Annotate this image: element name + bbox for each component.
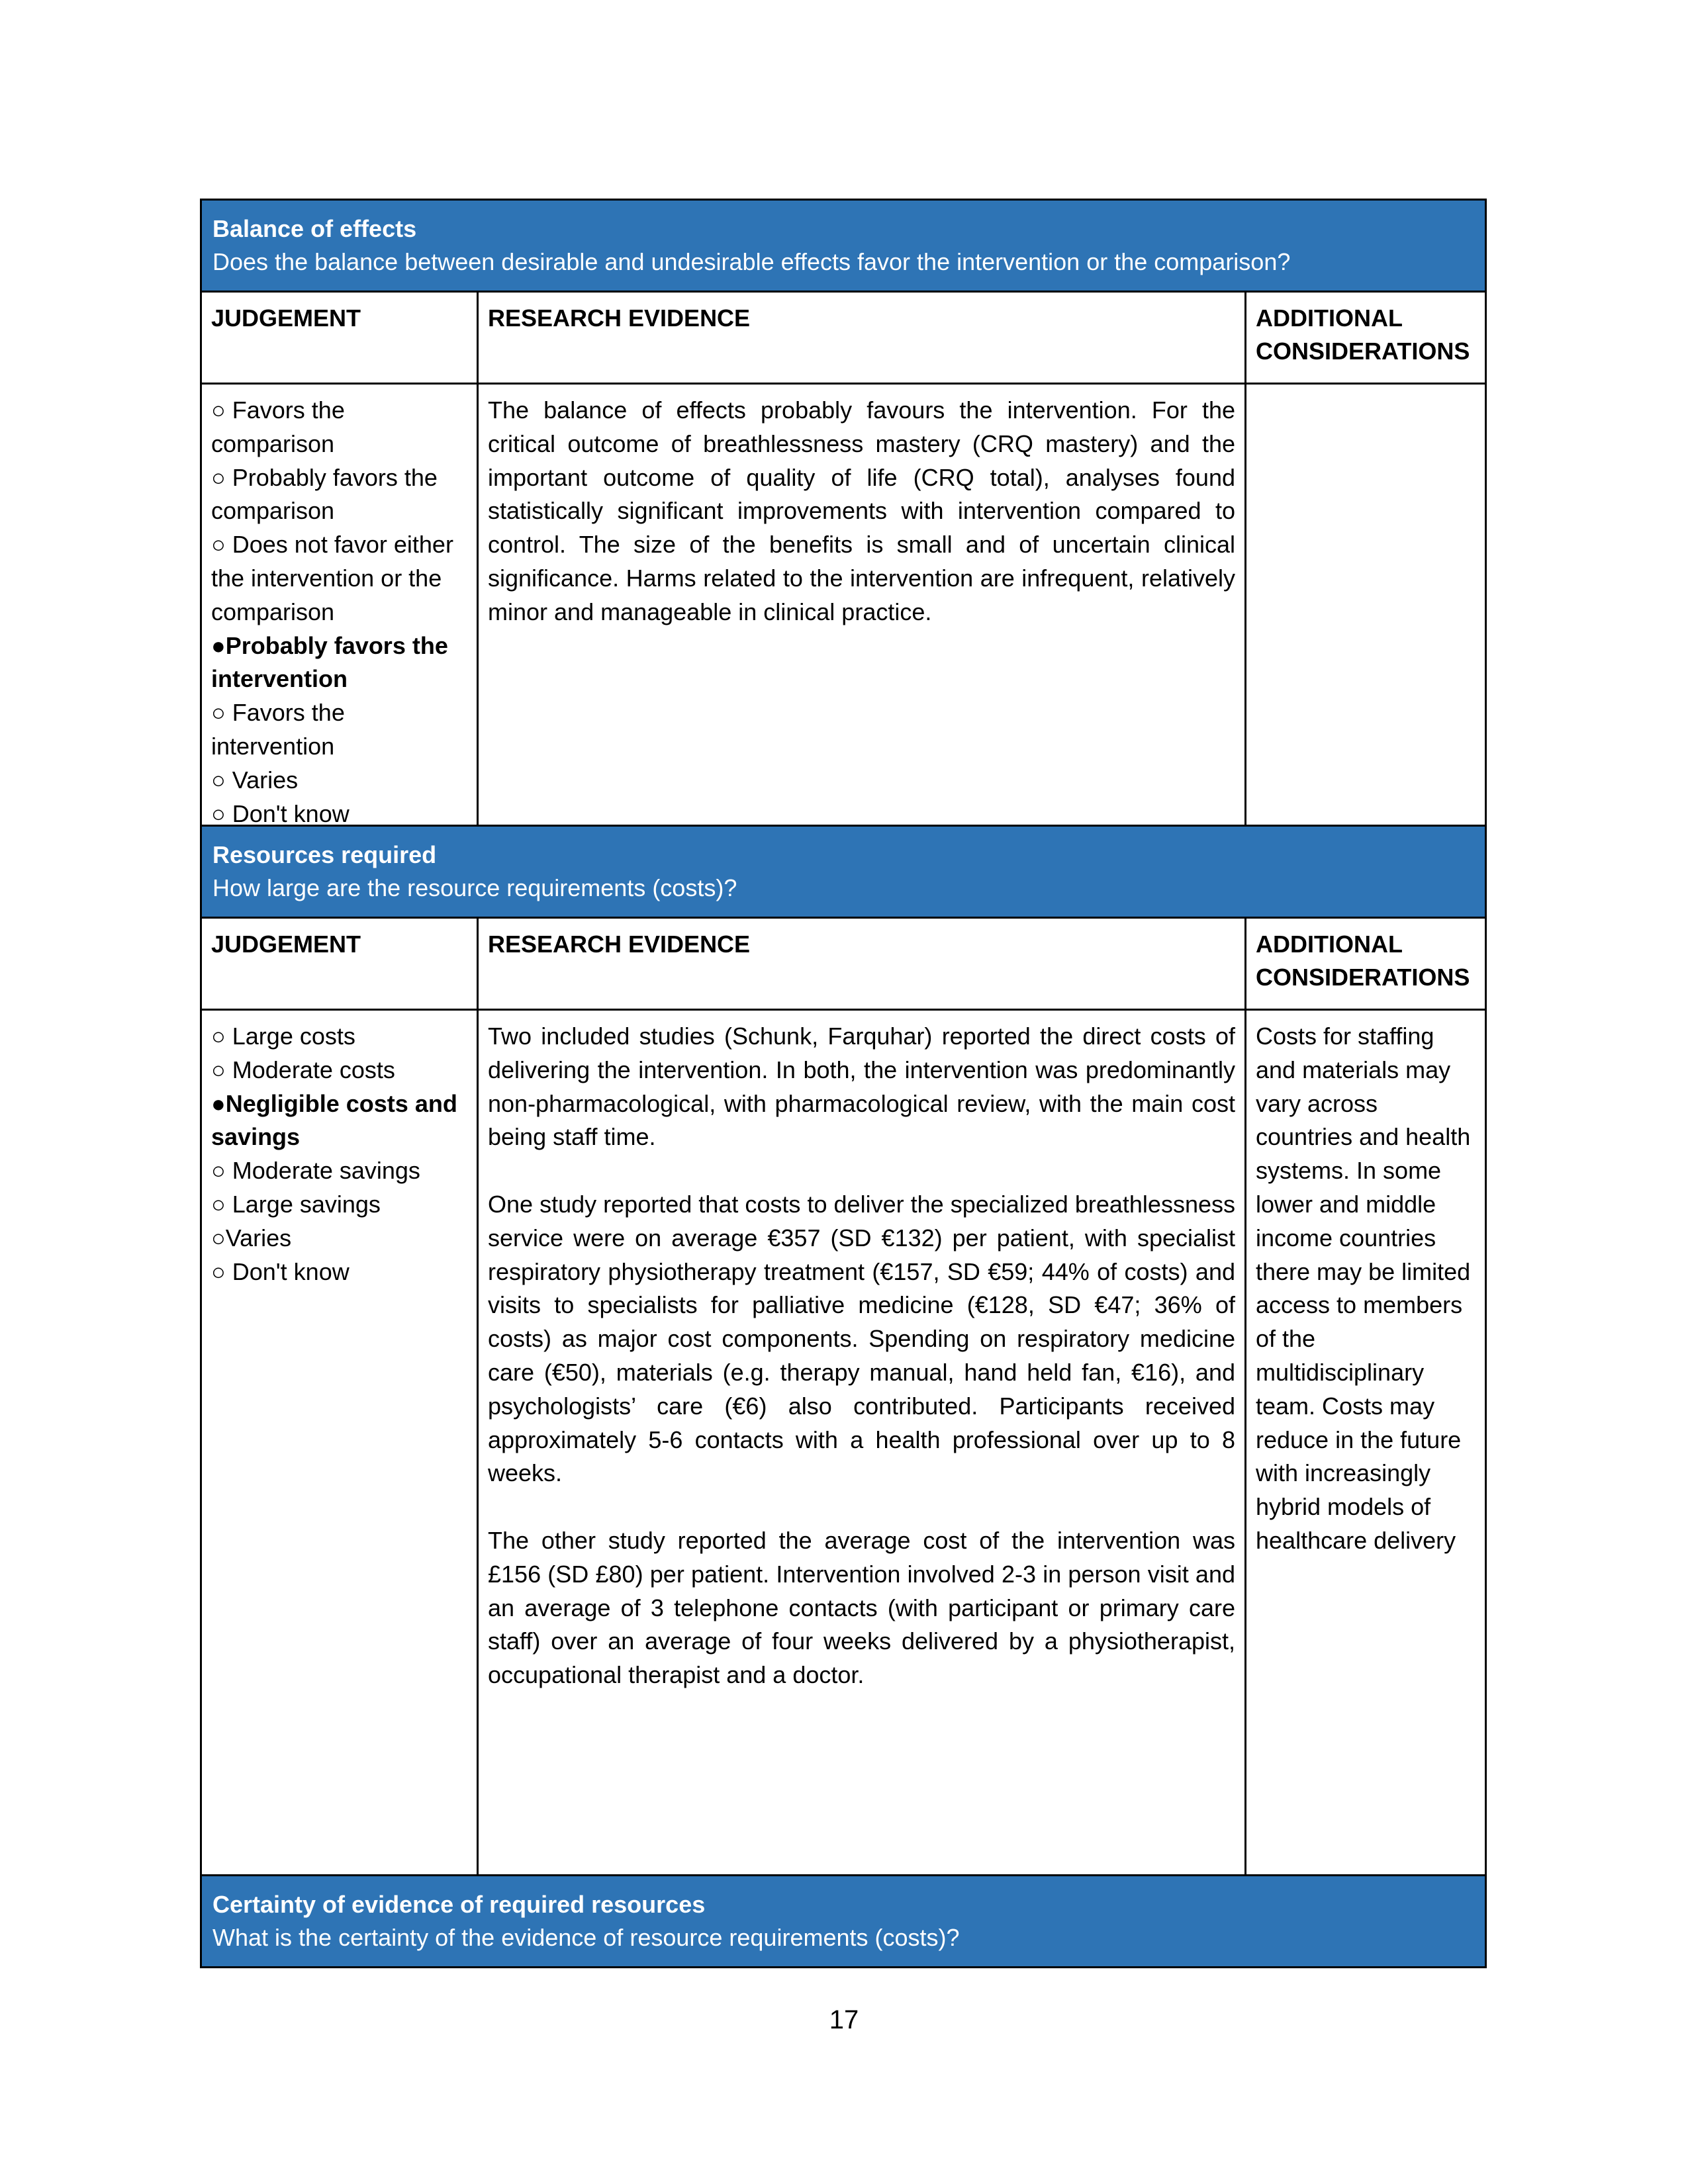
judgement-option[interactable]: ○ Favors the intervention bbox=[211, 699, 345, 760]
evidence-paragraph: The balance of effects probably favours the intervention. For the critical outcome of breathlessness mastery (CRQ mastery) and the important outcome of quality of life (CRQ total), analyses found statistically significant improvements with intervention compared to control. The size of the benefits is small and of uncertain clinical significance. Harms related to the intervention are infrequent, relatively minor and manageable in clinical practice. bbox=[488, 396, 1235, 625]
research-evidence-text bbox=[479, 385, 1246, 825]
judgement-option[interactable]: ○ Large savings bbox=[211, 1190, 381, 1218]
judgement-options bbox=[202, 385, 479, 825]
judgement-option[interactable]: ○ Don't know bbox=[211, 1257, 350, 1285]
additional-considerations-header: ADDITIONAL CONSIDERATIONS bbox=[1256, 304, 1470, 365]
radio-empty-icon: ○ bbox=[211, 1257, 226, 1285]
radio-empty-icon: ○ bbox=[211, 463, 226, 491]
section-title: Certainty of evidence of required resources bbox=[212, 1891, 706, 1918]
radio-empty-icon: ○ bbox=[211, 699, 226, 727]
page-number: 17 bbox=[829, 2005, 859, 2034]
section-header-certainty-of-resources bbox=[202, 1876, 1485, 1966]
research-evidence-header: RESEARCH EVIDENCE bbox=[479, 919, 1246, 1009]
additional-considerations-header: ADDITIONAL CONSIDERATIONS bbox=[1256, 931, 1470, 991]
judgement-option[interactable]: ○Varies bbox=[211, 1224, 292, 1251]
additional-considerations-text bbox=[1246, 385, 1485, 825]
judgement-option[interactable]: ○ Moderate savings bbox=[211, 1157, 420, 1185]
radio-empty-icon: ○ bbox=[211, 1056, 226, 1083]
judgement-option[interactable]: ○ Varies bbox=[211, 766, 299, 794]
radio-empty-icon: ○ bbox=[211, 1224, 226, 1251]
judgement-header: JUDGEMENT bbox=[202, 293, 479, 383]
judgement-option-selected[interactable]: ●Negligible costs and savings bbox=[211, 1089, 457, 1151]
judgement-option[interactable]: ○ Large costs bbox=[211, 1023, 355, 1050]
radio-filled-icon: ● bbox=[211, 631, 226, 659]
evidence-paragraph: One study reported that costs to deliver the specialized breathlessness service were on average €357 (SD €132) per patient, with specialist respiratory physiotherapy treatment (€157, SD €59; 44% of costs) and visits to specialists for palliative medicine (€128, SD €47; 36% of costs) as major cost components. Spending on respiratory medicine care (€50), materials (e.g. therapy manual, hand held fan, €16), and psychologists’ care (€6) also contributed. Participants received approximately 5-6 contacts with a health professional over up to 8 weeks. bbox=[488, 1190, 1235, 1487]
evidence-paragraph: The other study reported the average cost of the intervention was £156 (SD £80) per patient. Intervention involved 2-3 in person visit and an average of 3 telephone contacts (with participant or primary care staff) over an average of four weeks delivered by a physiotherapist, occupational therapist and a doctor. bbox=[488, 1526, 1235, 1689]
research-evidence-header: RESEARCH EVIDENCE bbox=[479, 293, 1246, 383]
judgement-option[interactable]: ○ Moderate costs bbox=[211, 1056, 395, 1083]
judgement-option-selected[interactable]: ●Probably favors the intervention bbox=[211, 631, 448, 693]
judgement-option[interactable]: ○ Don't know bbox=[211, 799, 350, 827]
radio-empty-icon: ○ bbox=[211, 1023, 226, 1050]
section-question: Does the balance between desirable and undesirable effects favor the intervention or the comparison? bbox=[212, 248, 1291, 275]
judgement-options bbox=[202, 1011, 479, 1874]
research-evidence-text bbox=[479, 1011, 1246, 1874]
radio-empty-icon: ○ bbox=[211, 396, 226, 424]
column-header-row bbox=[202, 293, 1485, 385]
content-row bbox=[202, 385, 1485, 827]
judgement-option[interactable]: ○ Probably favors the comparison bbox=[211, 463, 438, 525]
radio-empty-icon: ○ bbox=[211, 799, 226, 827]
column-header-row bbox=[202, 919, 1485, 1011]
section-title: Resources required bbox=[212, 841, 437, 868]
additional-considerations-text: Costs for staffing and materials may vary across countries and health systems. In some lower and middle income countries there may be limited access to members of the multidisciplinary team. Costs may reduce in the future with increasingly hybrid models of healthcare delivery bbox=[1256, 1023, 1471, 1554]
section-title: Balance of effects bbox=[212, 215, 417, 242]
radio-empty-icon: ○ bbox=[211, 766, 226, 794]
radio-empty-icon: ○ bbox=[211, 1157, 226, 1185]
radio-filled-icon: ● bbox=[211, 1089, 226, 1117]
evidence-to-decision-table bbox=[200, 199, 1487, 1968]
judgement-option[interactable]: ○ Favors the comparison bbox=[211, 396, 345, 457]
content-row bbox=[202, 1011, 1485, 1876]
radio-empty-icon: ○ bbox=[211, 531, 226, 559]
radio-empty-icon: ○ bbox=[211, 1190, 226, 1218]
section-question: What is the certainty of the evidence of resource requirements (costs)? bbox=[212, 1924, 960, 1951]
section-header-resources-required bbox=[202, 827, 1485, 919]
section-header-balance-of-effects bbox=[202, 201, 1485, 293]
evidence-paragraph: Two included studies (Schunk, Farquhar) reported the direct costs of delivering the intervention. In both, the intervention was predominantly non-pharmacological, with pharmacological review, with the main cost being staff time. bbox=[488, 1023, 1235, 1151]
judgement-header: JUDGEMENT bbox=[202, 919, 479, 1009]
judgement-option[interactable]: ○ Does not favor either the intervention or the comparison bbox=[211, 531, 453, 625]
section-question: How large are the resource requirements (costs)? bbox=[212, 874, 737, 901]
